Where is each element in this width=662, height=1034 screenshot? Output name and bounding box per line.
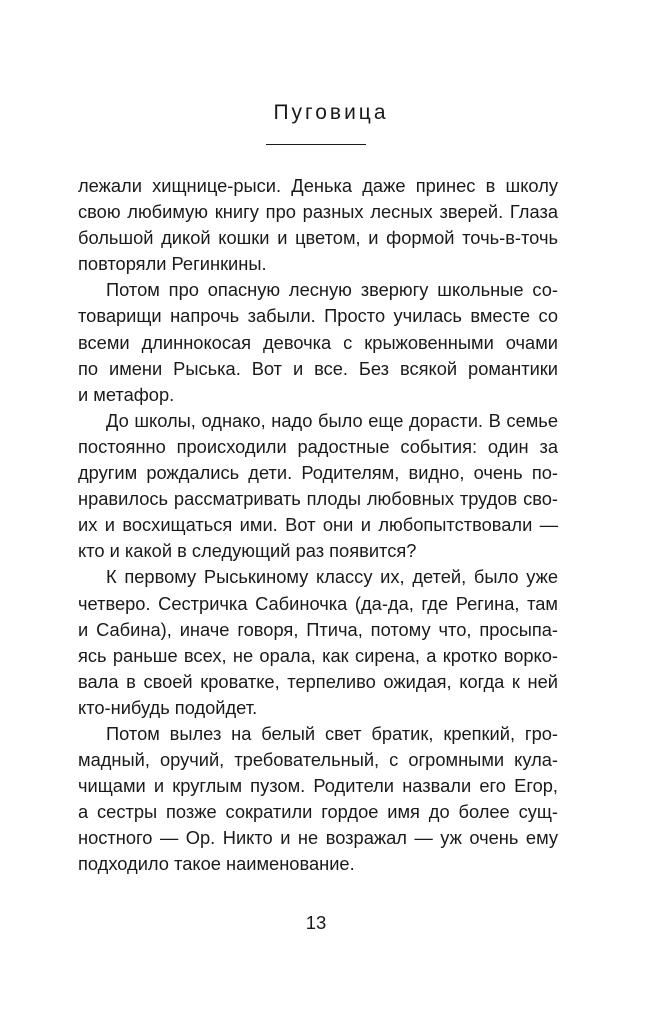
text-line: постоянно происходили радостные события: один за (78, 435, 558, 457)
paragraph (78, 173, 558, 277)
text-line: четверо. Сестричка Сабиночка (да-да, где Регина, там (78, 592, 558, 614)
text-line: свою любимую книгу про разных лесных зверей. Глаза (78, 201, 558, 223)
text-line: всеми длиннокосая девочка с крыжовенными очами (78, 331, 558, 353)
text-line: чищами и круглым пузом. Родители назвали его Егор, (78, 775, 558, 797)
text-line: К первому Рыськиному классу их, детей, было уже (106, 566, 558, 588)
text-line: подходило такое наименование. (78, 853, 355, 875)
title-underline-rule (266, 144, 366, 145)
text-line: большой дикой кошки и цветом, и формой точь-в-точь (78, 227, 558, 249)
text-line: ясь раньше всех, не орала, как сирена, а кротко ворко- (78, 644, 558, 666)
text-line: Потом вылез на белый свет братик, крепкий, гро- (106, 722, 558, 744)
paragraph (78, 564, 558, 721)
paragraph (78, 721, 558, 878)
text-line: вала в своей кроватке, терпеливо ожидая, когда к ней (78, 670, 558, 692)
text-line: другим рождались дети. Родителям, видно, очень по- (78, 462, 558, 484)
text-line: и Сабина), иначе говоря, Птича, потому что, просыпа- (78, 618, 558, 640)
text-line: кто и какой в следующий раз появится? (78, 540, 417, 562)
text-line: мадный, оручий, требовательный, с огромными кула- (78, 749, 558, 771)
text-line: До школы, однако, надо было еще дорасти. В семье (106, 409, 558, 431)
text-line: по имени Рыська. Вот и все. Без всякой романтики (78, 357, 558, 379)
page-number: 13 (305, 912, 327, 933)
text-line: повторяли Регинкины. (78, 253, 267, 275)
paragraph (78, 408, 558, 565)
text-line: нравилось рассматривать плоды любовных трудов сво- (78, 488, 558, 510)
text-line: их и восхищаться ими. Вот они и любопытствовали — (78, 514, 558, 536)
body-text (78, 173, 558, 878)
text-line: Потом про опасную лесную зверюгу школьные со- (106, 279, 558, 301)
text-line: ностного — Ор. Никто и не возражал — уж очень ему (78, 827, 558, 849)
text-line: кто-нибудь подойдет. (78, 696, 258, 718)
running-title: Пуговица (273, 101, 389, 124)
text-line: а сестры позже сократили гордое имя до более сущ- (78, 801, 558, 823)
text-line: и метафор. (78, 383, 175, 405)
paragraph (78, 277, 558, 407)
text-line: лежали хищнице-рыси. Денька даже принес в школу (78, 175, 558, 196)
text-line: товарищи напрочь забыли. Просто училась вместе со (78, 305, 558, 327)
